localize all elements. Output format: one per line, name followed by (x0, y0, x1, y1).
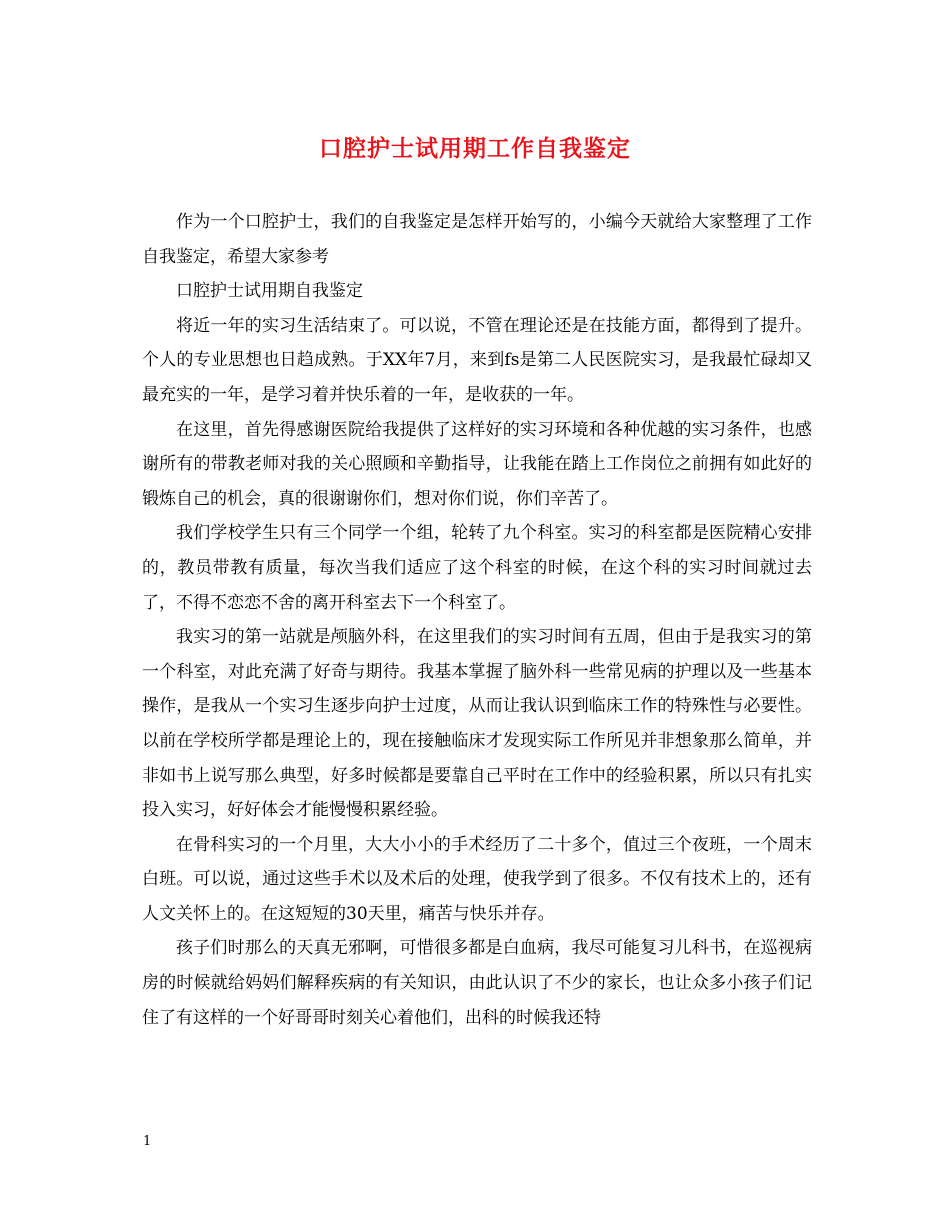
paragraph-internship-summary: 将近一年的实习生活结束了。可以说，不管在理论还是在技能方面，都得到了提升。个人的专业思想也日趋成熟。于XX年7月，来到fs是第二人民医院实习，是我最忙碌却又最充实的一年，是学习着并快乐着的一年，是收获的一年。 (142, 315, 812, 405)
paragraph-neurosurgery: 我实习的第一站就是颅脑外科，在这里我们的实习时间有五周，但由于是我实习的第一个科室，对此充满了好奇与期待。我基本掌握了脑外科一些常见病的护理以及一些基本操作，是我从一个实习生逐步向护士过度，从而让我认识到临床工作的特殊性与必要性。以前在学校所学都是理论上的，现在接触临床才发现实际工作所见并非想象那么简单，并非如书上说写那么典型，好多时候都是要靠自己平时在工作中的经验积累，所以只有扎实投入实习，好好体会才能慢慢积累经验。 (142, 627, 812, 821)
document-title: 口腔护士试用期工作自我鉴定 (319, 135, 631, 162)
document-body (142, 205, 812, 1035)
paragraph-subtitle: 口腔护士试用期自我鉴定 (176, 281, 363, 302)
page-number: 1 (143, 1134, 152, 1149)
paragraph-orthopedics: 在骨科实习的一个月里，大大小小的手术经历了二十多个，值过三个夜班，一个周末白班。可以说，通过这些手术以及术后的处理，使我学到了很多。不仅有技术上的，还有人文关怀上的。在这短短的30天里，痛苦与快乐并存。 (142, 834, 812, 924)
paragraph-intro: 作为一个口腔护士，我们的自我鉴定是怎样开始写的，小编今天就给大家整理了工作自我鉴定，希望大家参考 (142, 212, 812, 267)
paragraph-thanks: 在这里，首先得感谢医院给我提供了这样好的实习环境和各种优越的实习条件，也感谢所有的带教老师对我的关心照顾和辛勤指导，让我能在踏上工作岗位之前拥有如此好的锻炼自己的机会，真的很谢谢你们，想对你们说，你们辛苦了。 (142, 419, 812, 509)
paragraph-pediatrics: 孩子们时那么的天真无邪啊，可惜很多都是白血病，我尽可能复习儿科书，在巡视病房的时候就给妈妈们解释疾病的有关知识，由此认识了不少的家长，也让众多小孩子们记住了有这样的一个好哥哥时刻关心着他们，出科的时候我还特 (142, 938, 812, 1028)
paragraph-rotation: 我们学校学生只有三个同学一个组，轮转了九个科室。实习的科室都是医院精心安排的，教员带教有质量，每次当我们适应了这个科室的时候，在这个科的实习时间就过去了，不得不恋恋不舍的离开科室去下一个科室了。 (142, 523, 812, 613)
